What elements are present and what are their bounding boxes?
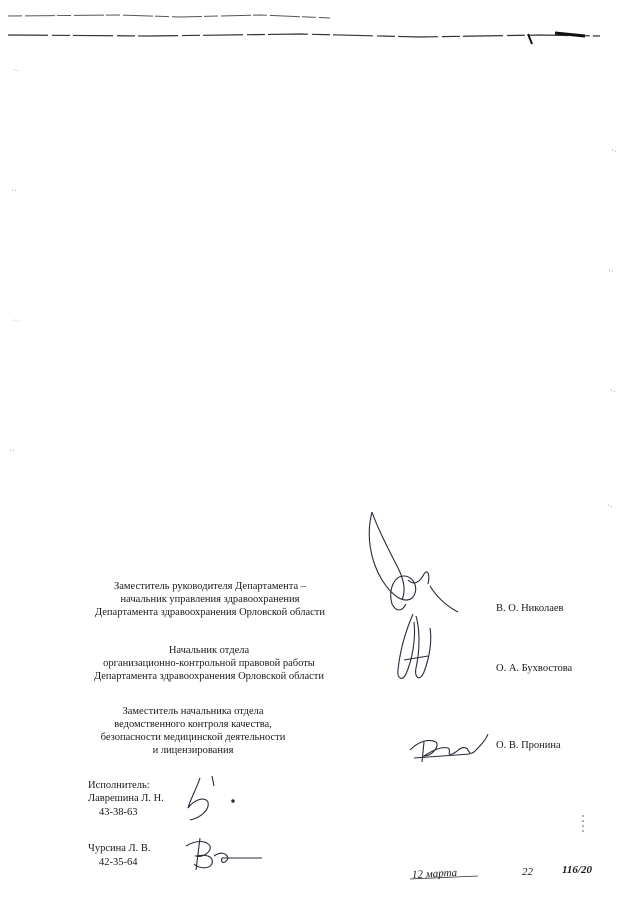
handwritten-underline <box>410 876 478 879</box>
signatory-3-name: О. В. Пронина <box>496 740 561 751</box>
handwritten-date: 12 марта <box>411 866 458 882</box>
title-line: Начальник отдела <box>168 645 250 656</box>
title-line: безопасности медицинской деятельности <box>100 732 286 743</box>
executor-label: Исполнитель: <box>88 780 150 791</box>
signature-executor-2 <box>186 838 262 870</box>
title-line: Заместитель руководителя Департамента – <box>113 581 307 592</box>
signatory-1-name: В. О. Николаев <box>496 603 564 614</box>
handwritten-day: 22 <box>522 866 533 878</box>
executor-1-name: Лаврешина Л. Н. <box>88 793 164 804</box>
handwritten-ref: 116/20 <box>562 864 592 876</box>
signature-1 <box>369 512 458 612</box>
executor-2-phone: 42-35-64 <box>99 857 138 868</box>
title-line: ведомственного контроля качества, <box>114 719 272 730</box>
signature-3 <box>410 734 488 762</box>
title-line: начальник управления здравоохранения <box>120 594 300 605</box>
title-line: Заместитель начальника отдела <box>122 706 264 717</box>
title-line: организационно-контрольной правовой работы <box>103 658 315 669</box>
title-line: Департамента здравоохранения Орловской области <box>93 671 324 682</box>
signature-2 <box>398 614 431 678</box>
title-line: Департамента здравоохранения Орловской области <box>94 607 325 618</box>
signature-executor-1 <box>188 776 234 820</box>
executor-1-phone: 43-38-63 <box>99 807 138 818</box>
executor-2-name: Чурсина Л. В. <box>88 843 151 854</box>
signatory-2-name: О. А. Бухвостова <box>496 663 573 674</box>
title-line: и лицензирования <box>152 745 234 756</box>
